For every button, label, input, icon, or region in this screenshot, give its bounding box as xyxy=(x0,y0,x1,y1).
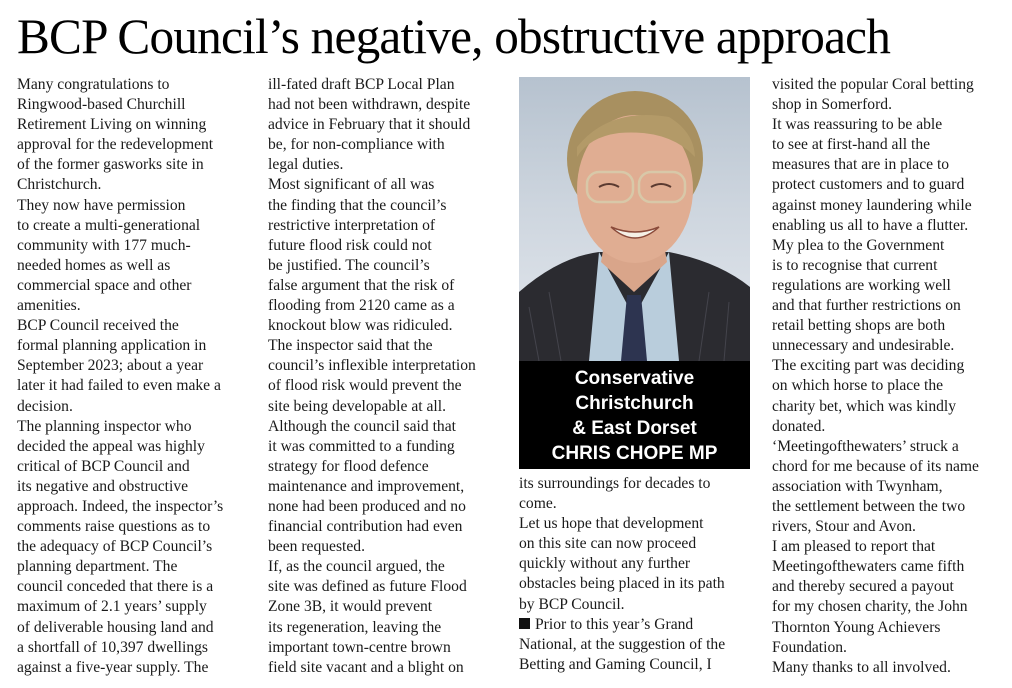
text-line xyxy=(772,417,1007,437)
text-line-content: Many thanks to all involved. xyxy=(772,658,951,676)
text-line xyxy=(17,336,249,356)
text-line-content: Let us hope that development xyxy=(519,515,704,533)
text-line-content: quickly without any further xyxy=(519,555,691,573)
author-caption xyxy=(519,361,750,469)
text-line-content: approach. Indeed, the inspector’s xyxy=(17,497,224,515)
text-line-content: legal duties. xyxy=(268,156,344,174)
text-line xyxy=(772,638,1007,658)
text-line-content: visited the popular Coral betting xyxy=(772,76,974,93)
text-line xyxy=(268,256,500,276)
text-line-content: decision. xyxy=(17,397,73,415)
text-line-content: Retirement Living on winning xyxy=(17,116,207,134)
text-line xyxy=(17,397,249,417)
text-line-content: the settlement between the two xyxy=(772,497,966,515)
text-line-content: financial contribution had even xyxy=(268,518,463,536)
caption-party: Conservative xyxy=(574,368,695,389)
text-line xyxy=(17,75,249,95)
text-line-content: important town-centre brown xyxy=(268,638,451,656)
text-line-content: chord for me because of its name xyxy=(772,457,979,475)
text-line xyxy=(268,175,500,195)
text-line xyxy=(17,155,249,175)
text-line-content: its negative and obstructive xyxy=(17,477,189,495)
text-line xyxy=(17,457,249,477)
text-line xyxy=(772,75,1007,95)
text-line xyxy=(17,216,249,236)
text-line-content: Ringwood-based Churchill xyxy=(17,96,186,114)
text-line-content: shop in Somerford. xyxy=(772,96,892,114)
square-bullet-icon xyxy=(519,618,530,629)
text-line-content: against a five-year supply. The xyxy=(17,658,209,676)
text-line xyxy=(772,135,1007,155)
text-line-content: association with Twynham, xyxy=(772,477,943,495)
text-line xyxy=(268,457,500,477)
text-line xyxy=(17,376,249,396)
article-column-2 xyxy=(268,75,500,678)
text-line xyxy=(268,95,500,115)
text-line xyxy=(772,497,1007,517)
text-line xyxy=(268,517,500,537)
text-line xyxy=(772,537,1007,557)
text-line xyxy=(268,477,500,497)
text-line xyxy=(268,276,500,296)
text-line-content: its surroundings for decades to xyxy=(519,475,711,492)
text-line-content: regulations are working well xyxy=(772,276,951,294)
text-line-content: measures that are in place to xyxy=(772,156,950,174)
text-line xyxy=(519,595,754,615)
text-line-content: ‘Meetingofthewaters’ struck a xyxy=(772,437,959,455)
text-line xyxy=(17,638,249,658)
text-line xyxy=(772,115,1007,135)
text-line xyxy=(268,597,500,617)
text-line xyxy=(268,356,500,376)
text-line xyxy=(17,95,249,115)
caption-constituency-2: & East Dorset xyxy=(572,418,697,439)
text-line xyxy=(772,175,1007,195)
text-line xyxy=(268,135,500,155)
text-line-content: a shortfall of 10,397 dwellings xyxy=(17,638,208,656)
text-line-content: later it had failed to even make a xyxy=(17,377,221,395)
text-line xyxy=(17,296,249,316)
text-line xyxy=(268,336,500,356)
text-line xyxy=(519,655,754,675)
text-line xyxy=(772,276,1007,296)
text-line-content: I am pleased to report that xyxy=(772,538,936,556)
text-line-content: The inspector said that the xyxy=(268,337,433,355)
text-line xyxy=(17,135,249,155)
text-line-content: site was defined as future Flood xyxy=(268,578,467,596)
headline: BCP Council’s negative, obstructive approach xyxy=(17,8,891,64)
text-line xyxy=(17,316,249,336)
text-line xyxy=(268,296,500,316)
text-line-content: The planning inspector who xyxy=(17,417,192,435)
text-line-content: Zone 3B, it would prevent xyxy=(268,598,433,616)
text-line-content: Foundation. xyxy=(772,638,847,656)
text-line-content: advice in February that it should xyxy=(268,116,471,134)
text-line xyxy=(772,517,1007,537)
text-line xyxy=(268,618,500,638)
text-line xyxy=(519,474,754,494)
text-line-content: enabling us all to have a flutter. xyxy=(772,216,969,234)
text-line-content: field site vacant and a blight on xyxy=(268,658,464,676)
text-line xyxy=(772,256,1007,276)
text-line-content: to see at first-hand all the xyxy=(772,136,931,154)
text-line xyxy=(17,115,249,135)
text-line-content: the finding that the council’s xyxy=(268,196,447,214)
author-photo-box xyxy=(519,77,750,469)
text-line-content: needed homes as well as xyxy=(17,256,171,274)
text-line-content: comments raise questions as to xyxy=(17,518,211,536)
text-line-content: charity bet, which was kindly xyxy=(772,397,957,415)
text-line xyxy=(519,635,754,655)
text-line xyxy=(772,155,1007,175)
text-line-content: future flood risk could not xyxy=(268,236,432,254)
text-line xyxy=(268,216,500,236)
text-line-content: strategy for flood defence xyxy=(268,457,429,475)
text-line-content: community with 177 much- xyxy=(17,236,191,254)
text-line-content: knockout blow was ridiculed. xyxy=(268,317,453,335)
text-line-content: is to recognise that current xyxy=(772,256,938,274)
caption-constituency-1: Christchurch xyxy=(575,393,694,414)
text-line xyxy=(268,155,500,175)
text-line xyxy=(772,316,1007,336)
text-line-content: It was reassuring to be able xyxy=(772,116,943,134)
text-line-content: maximum of 2.1 years’ supply xyxy=(17,598,207,616)
text-line xyxy=(268,658,500,678)
text-line-content: Many congratulations to xyxy=(17,76,170,93)
text-line xyxy=(268,497,500,517)
text-line-content: critical of BCP Council and xyxy=(17,457,190,475)
text-line-content: flooding from 2120 came as a xyxy=(268,297,455,315)
text-line xyxy=(17,236,249,256)
text-line xyxy=(268,537,500,557)
text-line-content: They now have permission xyxy=(17,196,186,214)
text-line-content: restrictive interpretation of xyxy=(268,216,436,234)
text-line-content: be, for non-compliance with xyxy=(268,136,445,154)
text-line-content: on this site can now proceed xyxy=(519,535,697,553)
text-line xyxy=(772,216,1007,236)
text-line xyxy=(772,95,1007,115)
text-line-content: against money laundering while xyxy=(772,196,972,214)
article-column-3 xyxy=(519,474,754,675)
text-line xyxy=(17,577,249,597)
author-portrait-photo xyxy=(519,77,750,361)
text-line-content: The exciting part was deciding xyxy=(772,357,965,375)
text-line-content: Although the council said that xyxy=(268,417,456,435)
text-line xyxy=(772,618,1007,638)
text-line xyxy=(772,597,1007,617)
article-column-1 xyxy=(17,75,249,678)
text-line xyxy=(772,236,1007,256)
portrait-illustration xyxy=(519,77,750,361)
text-line-content: unnecessary and undesirable. xyxy=(772,337,955,355)
text-line-content: of deliverable housing land and xyxy=(17,618,214,636)
text-line xyxy=(772,356,1007,376)
text-line-content: council conceded that there is a xyxy=(17,578,214,596)
text-line xyxy=(772,397,1007,417)
text-line-content: National, at the suggestion of the xyxy=(519,635,726,653)
text-line xyxy=(268,397,500,417)
text-line xyxy=(519,574,754,594)
text-line-content: planning department. The xyxy=(17,558,178,576)
text-line xyxy=(17,477,249,497)
text-line-content: obstacles being placed in its path xyxy=(519,575,725,593)
text-line xyxy=(772,557,1007,577)
text-line xyxy=(772,296,1007,316)
text-line-content: the adequacy of BCP Council’s xyxy=(17,538,213,556)
text-line-content: of flood risk would prevent the xyxy=(268,377,462,395)
text-line-content: come. xyxy=(519,495,557,513)
text-line xyxy=(17,356,249,376)
text-line-content: none had been produced and no xyxy=(268,497,466,515)
text-line xyxy=(17,256,249,276)
text-line xyxy=(17,517,249,537)
text-line-content: for my chosen charity, the John xyxy=(772,598,968,616)
text-line xyxy=(772,577,1007,597)
text-line xyxy=(268,316,500,336)
text-line-content: be justified. The council’s xyxy=(268,256,430,274)
text-line xyxy=(772,477,1007,497)
text-line xyxy=(772,376,1007,396)
text-line-content: of the former gasworks site in xyxy=(17,156,204,174)
text-line-content: maintenance and improvement, xyxy=(268,477,465,495)
text-line-content: council’s inflexible interpretation xyxy=(268,357,476,375)
text-line-content: donated. xyxy=(772,417,826,435)
text-line xyxy=(772,658,1007,678)
text-line-content: ill-fated draft BCP Local Plan xyxy=(268,76,455,93)
caption-author-name: CHRIS CHOPE MP xyxy=(551,443,718,464)
text-line xyxy=(17,618,249,638)
text-line-content: Meetingofthewaters came fifth xyxy=(772,558,965,576)
text-line xyxy=(268,437,500,457)
text-line-content: Prior to this year’s Grand xyxy=(535,615,694,633)
text-line xyxy=(17,175,249,195)
text-line-content: Christchurch. xyxy=(17,176,102,194)
text-line xyxy=(268,417,500,437)
text-line xyxy=(268,638,500,658)
text-line xyxy=(519,494,754,514)
text-line xyxy=(268,75,500,95)
text-line-content: its regeneration, leaving the xyxy=(268,618,442,636)
text-line xyxy=(519,514,754,534)
text-line xyxy=(17,417,249,437)
text-line-content: amenities. xyxy=(17,297,81,315)
text-line-content: My plea to the Government xyxy=(772,236,945,254)
text-line-content: decided the appeal was highly xyxy=(17,437,205,455)
text-line xyxy=(268,115,500,135)
text-line-content: had not been withdrawn, despite xyxy=(268,96,471,114)
text-line xyxy=(17,497,249,517)
text-line-content: been requested. xyxy=(268,538,365,556)
text-line xyxy=(17,597,249,617)
text-line xyxy=(772,336,1007,356)
text-line-content: and that further restrictions on xyxy=(772,297,961,315)
text-line-content: approval for the redevelopment xyxy=(17,136,214,154)
text-line-content: false argument that the risk of xyxy=(268,276,455,294)
text-line xyxy=(268,236,500,256)
text-line-content: on which horse to place the xyxy=(772,377,944,395)
text-line xyxy=(519,554,754,574)
text-line-content: retail betting shops are both xyxy=(772,317,946,335)
text-line xyxy=(772,437,1007,457)
text-line-content: commercial space and other xyxy=(17,276,192,294)
text-line xyxy=(17,276,249,296)
text-line-content: and thereby secured a payout xyxy=(772,578,954,596)
text-line-content: Betting and Gaming Council, I xyxy=(519,655,712,673)
text-line-content: Most significant of all was xyxy=(268,176,435,194)
text-line-content: rivers, Stour and Avon. xyxy=(772,518,916,536)
text-line xyxy=(268,577,500,597)
text-line-content: protect customers and to guard xyxy=(772,176,965,194)
text-line-content: formal planning application in xyxy=(17,337,207,355)
text-line-content: BCP Council received the xyxy=(17,317,179,335)
text-line xyxy=(519,615,754,635)
text-line xyxy=(772,457,1007,477)
text-line xyxy=(268,557,500,577)
text-line-content: If, as the council argued, the xyxy=(268,558,445,576)
article-column-4 xyxy=(772,75,1007,678)
text-line-content: by BCP Council. xyxy=(519,595,625,613)
text-line xyxy=(17,557,249,577)
text-line-content: to create a multi-generational xyxy=(17,216,201,234)
text-line xyxy=(17,537,249,557)
text-line-content: Thornton Young Achievers xyxy=(772,618,941,636)
text-line xyxy=(17,196,249,216)
text-line xyxy=(17,437,249,457)
text-line-content: it was committed to a funding xyxy=(268,437,455,455)
text-line xyxy=(519,534,754,554)
text-line xyxy=(17,658,249,678)
text-line xyxy=(268,196,500,216)
text-line xyxy=(268,376,500,396)
text-line-content: site being developable at all. xyxy=(268,397,446,415)
text-line xyxy=(772,196,1007,216)
text-line-content: September 2023; about a year xyxy=(17,357,204,375)
